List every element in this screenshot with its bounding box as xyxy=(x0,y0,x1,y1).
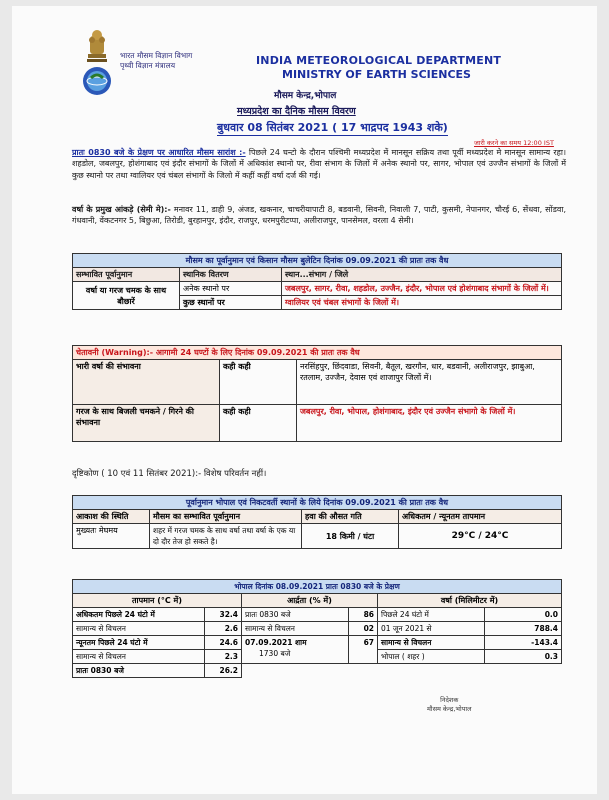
forecast-row2-places: ग्वालियर एवं चंबल संभागों के जिलों में। xyxy=(282,296,562,310)
rain-figures-heading: वर्षा के प्रमुख आंकड़े (सेमी मे):- xyxy=(72,205,171,214)
forecast-phenomenon: वर्षा या गरज चमक के साथ बौछारें xyxy=(73,282,180,310)
bulletin-page xyxy=(12,6,597,794)
obs-head-temp: तापमान (°C में) xyxy=(73,594,242,608)
rain-figures xyxy=(72,204,566,227)
obs-hum3-value: 67 xyxy=(349,636,378,664)
imd-title-english: INDIA METEOROLOGICAL DEPARTMENT xyxy=(256,54,502,67)
bhopal-forecast-table xyxy=(72,495,562,549)
bhopal-col-weather: मौसम का सम्भावित पूर्वानुमान xyxy=(150,510,302,524)
obs-title: भोपाल दिनांक 08.09.2021 प्रातः 0830 बजे के प्रेक्षण xyxy=(73,580,562,594)
summary-heading: प्रातः 0830 बजे के प्रेक्षण पर आधारित मौसम सारांश :- xyxy=(72,148,246,157)
obs-head-humidity: आर्द्रता (% में) xyxy=(242,594,378,608)
summary-text: पिछले 24 घन्टो के दौरान पश्चिमी मध्यप्रदेश में मानसून सक्रिय तथा पूर्वी मध्यप्रदेश मे मानसून सामान्य रहा। शहडोल, जबलपुर, होशंगाबाद एवं इंदौर संभागों के जिलों में अधिकांश स्थानो पर, रीवा संभाग के जिलों में अनेक स्थानो पर, सागर, भोपाल एवं उज्जैन संभागों के जिलों में कुछ स्थानो पर तथा ग्वालियर एवं चंबल संभागों के जिलो में कहीं कहीं वर्षा दर्ज की गई। xyxy=(72,148,566,180)
obs-rain3-label: सामान्य से विचलन xyxy=(378,636,485,650)
centre-name: मौसम केन्द्र,भोपाल xyxy=(274,91,337,101)
obs-rain4-value: 0.3 xyxy=(485,650,562,664)
forecast-table-title: मौसम का पूर्वानुमान एवं किसान मौसम बुलेटिन दिनांक 09.09.2021 की प्रातः तक वैध xyxy=(73,254,562,268)
obs-head-rain: वर्षा (मिलिमीटर में) xyxy=(378,594,562,608)
forecast-col-distribution: स्थानिक वितरण xyxy=(180,268,282,282)
obs-rain1-value: 0.0 xyxy=(485,608,562,622)
obs-tdep2-label: सामान्य से विचलन xyxy=(73,650,205,664)
bhopal-col-temp: अधिकतम / न्यूनतम तापमान xyxy=(399,510,562,524)
obs-hum2-label: सामान्य से विचलन xyxy=(242,622,349,636)
obs-tmin-value: 24.6 xyxy=(205,636,242,650)
bhopal-observation-table xyxy=(72,579,562,678)
forecast-col-phenomenon: सम्भावित पूर्वानुमान xyxy=(73,268,180,282)
obs-tmax-label: अधिकतम पिछले 24 घंटो में xyxy=(73,608,205,622)
rain-figures-text: मनावर 11, डाही 9, अंजड, खकनार, चाचरीयापाटी 8, बडवानी, सिवनी, निवाली 7, पाटी, कुसमी, नेपानगर, चौरई 6, सेंधवा, सोंडवा, गंधवानी, वेंकटनगर 5, बिछुआ, तिरोडी, बुरहानपुर, इंदौर, राजपुर, धरमपुरीटप्पा, अलीराजपुर, पानसेमल, वरला 4 सेमी। xyxy=(72,205,566,226)
warning-table-title: चेतावनी (Warning):- आगामी 24 घण्टों के लिए दिनांक 09.09.2021 की प्रातः तक वैध xyxy=(73,346,562,360)
obs-tdep1-value: 2.6 xyxy=(205,622,242,636)
obs-rain4-label: भोपाल ( शहर ) xyxy=(378,650,485,664)
bhopal-col-sky: आकाश की स्थिति xyxy=(73,510,150,524)
warning-heavy-rain-places: नरसिंहपुर, छिंदवाडा, सिवनी, बैतूल, खरगौन, धार, बडवानी, अलीराजपुर, झाबुआ, रतलाम, उज्जैन, देवास एवं शाजापुर जिलों में। xyxy=(297,360,562,405)
imd-logo-icon xyxy=(82,66,112,96)
bhopal-sky: मुख्यतः मेघमय xyxy=(73,524,150,549)
bhopal-col-wind: हवा की औसत गति xyxy=(302,510,399,524)
obs-tmax-value: 32.4 xyxy=(205,608,242,622)
warning-heavy-rain-label: भारी वर्षा की संभावना xyxy=(73,360,220,405)
forecast-row1-distribution: अनेक स्थानो पर xyxy=(180,282,282,296)
obs-tdep2-value: 2.3 xyxy=(205,650,242,664)
signature-title: निदेशक xyxy=(440,696,459,704)
obs-t0830-value: 26.2 xyxy=(205,664,242,678)
obs-rain3-value: -143.4 xyxy=(485,636,562,650)
warning-lightning-dist: कही कही xyxy=(220,405,297,442)
issue-time: जारी करने का समय 12:00 IST xyxy=(474,139,554,147)
warning-heavy-rain-dist: कही कही xyxy=(220,360,297,405)
obs-hum3-label: 07.09.2021 शाम 1730 बजे xyxy=(242,636,349,664)
bulletin-title: मध्यप्रदेश का दैनिक मौसम विवरण xyxy=(237,106,356,117)
bhopal-forecast-title: पूर्वानुमान भोपाल एवं निकटवर्ती स्थानों के लिये दिनांक 09.09.2021 की प्रातः तक वैध xyxy=(73,496,562,510)
signature-office: मौसम केन्द्र,भोपाल xyxy=(427,705,472,713)
obs-rain2-label: 01 जून 2021 से xyxy=(378,622,485,636)
warning-lightning-label: गरज के साथ बिजली चमकने / गिरने की संभावना xyxy=(73,405,220,442)
forecast-row1-places: जबलपुर, सागर, रीवा, शहडोल, उज्जैन, इंदौर, भोपाल एवं होशंगाबाद संभागों के जिलों में। xyxy=(282,282,562,296)
signature-block xyxy=(427,696,471,714)
obs-hum1-label: प्रातः 0830 बजे xyxy=(242,608,349,622)
warning-table xyxy=(72,345,562,442)
obs-hum1-value: 86 xyxy=(349,608,378,622)
state-emblem-icon xyxy=(84,28,110,64)
bulletin-date: बुधवार 08 सितंबर 2021 ( 17 भाद्रपद 1943 शके) xyxy=(217,121,448,134)
moes-title-english: MINISTRY OF EARTH SCIENCES xyxy=(282,68,471,81)
ministry-hindi: भारत मौसम विज्ञान विभाग पृथ्वी विज्ञान मंत्रालय xyxy=(120,51,193,70)
obs-t0830-label: प्रातः 0830 बजे xyxy=(73,664,205,678)
obs-tmin-label: न्यूनतम पिछले 24 घंटो में xyxy=(73,636,205,650)
obs-rain2-value: 788.4 xyxy=(485,622,562,636)
forecast-table xyxy=(72,253,562,310)
obs-rain1-label: पिछले 24 घंटो में xyxy=(378,608,485,622)
weather-summary xyxy=(72,147,566,181)
obs-hum2-value: 02 xyxy=(349,622,378,636)
obs-tdep1-label: सामान्य से विचलन xyxy=(73,622,205,636)
warning-lightning-places: जबलपुर, रीवा, भोपाल, होशंगाबाद, इंदौर एवं उज्जैन संभागो के जिलों में। xyxy=(297,405,562,442)
forecast-col-places: स्थान...संभाग / जिले xyxy=(282,268,562,282)
forecast-row2-distribution: कुछ स्थानों पर xyxy=(180,296,282,310)
bhopal-temp: 29°C / 24°C xyxy=(399,524,562,549)
bhopal-weather: शहर में गरज चमक के साथ वर्षा तथा वर्षा के एक या दो दौर तेज हो सकते है। xyxy=(150,524,302,549)
bhopal-wind: 18 किमी / घंटा xyxy=(302,524,399,549)
outlook-text: दृष्टिकोण ( 10 एवं 11 सितंबर 2021):- विशेष परिवर्तन नहीं। xyxy=(72,469,267,479)
